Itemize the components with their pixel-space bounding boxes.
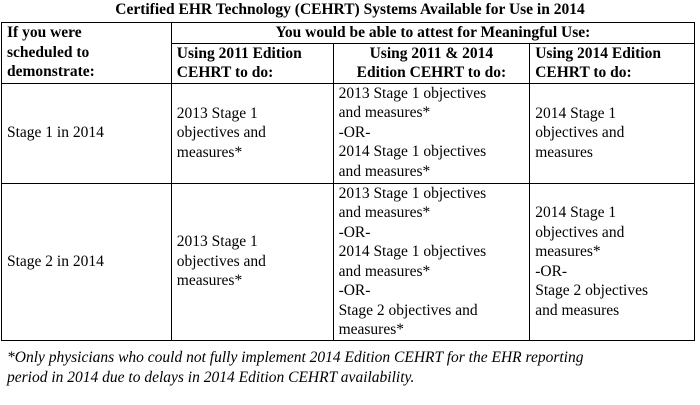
cell-stage2-2014: 2014 Stage 1 objectives and measures* -OR- Stage 2 objectives and measures bbox=[530, 183, 695, 340]
row-label-stage1: Stage 1 in 2014 bbox=[2, 83, 172, 183]
table-row bbox=[2, 183, 695, 340]
column-header-2011: Using 2011 Edition CEHRT to do: bbox=[171, 43, 333, 83]
cell-stage1-2011: 2013 Stage 1 objectives and measures* bbox=[171, 83, 333, 183]
column-header-2014: Using 2014 Edition CEHRT to do: bbox=[530, 43, 695, 83]
row-label-stage2: Stage 2 in 2014 bbox=[2, 183, 172, 340]
span-header: You would be able to attest for Meaningful Use: bbox=[171, 23, 694, 44]
table-row bbox=[2, 83, 695, 183]
row-header-label: If you were scheduled to demonstrate: bbox=[2, 23, 172, 84]
page-title: Certified EHR Technology (CEHRT) Systems Available for Use in 2014 bbox=[115, 1, 585, 18]
cell-stage1-2014: 2014 Stage 1 objectives and measures bbox=[530, 83, 695, 183]
cell-stage2-2011: 2013 Stage 1 objectives and measures* bbox=[171, 183, 333, 340]
header-row-1 bbox=[2, 23, 695, 44]
cell-stage2-2011-2014: 2013 Stage 1 objectives and measures* -OR- 2014 Stage 1 objectives and measures* -OR- Stage 2 objectives and measures* bbox=[333, 183, 530, 340]
cehrt-table bbox=[1, 22, 695, 341]
column-header-2011-2014: Using 2011 & 2014 Edition CEHRT to do: bbox=[333, 43, 530, 83]
footnote: *Only physicians who could not fully implement 2014 Edition CEHRT for the EHR reporting period in 2014 due to delays in 2014 Edition CEHRT availability. bbox=[7, 349, 584, 386]
cell-stage1-2011-2014: 2013 Stage 1 objectives and measures* -OR- 2014 Stage 1 objectives and measures* bbox=[333, 83, 530, 183]
